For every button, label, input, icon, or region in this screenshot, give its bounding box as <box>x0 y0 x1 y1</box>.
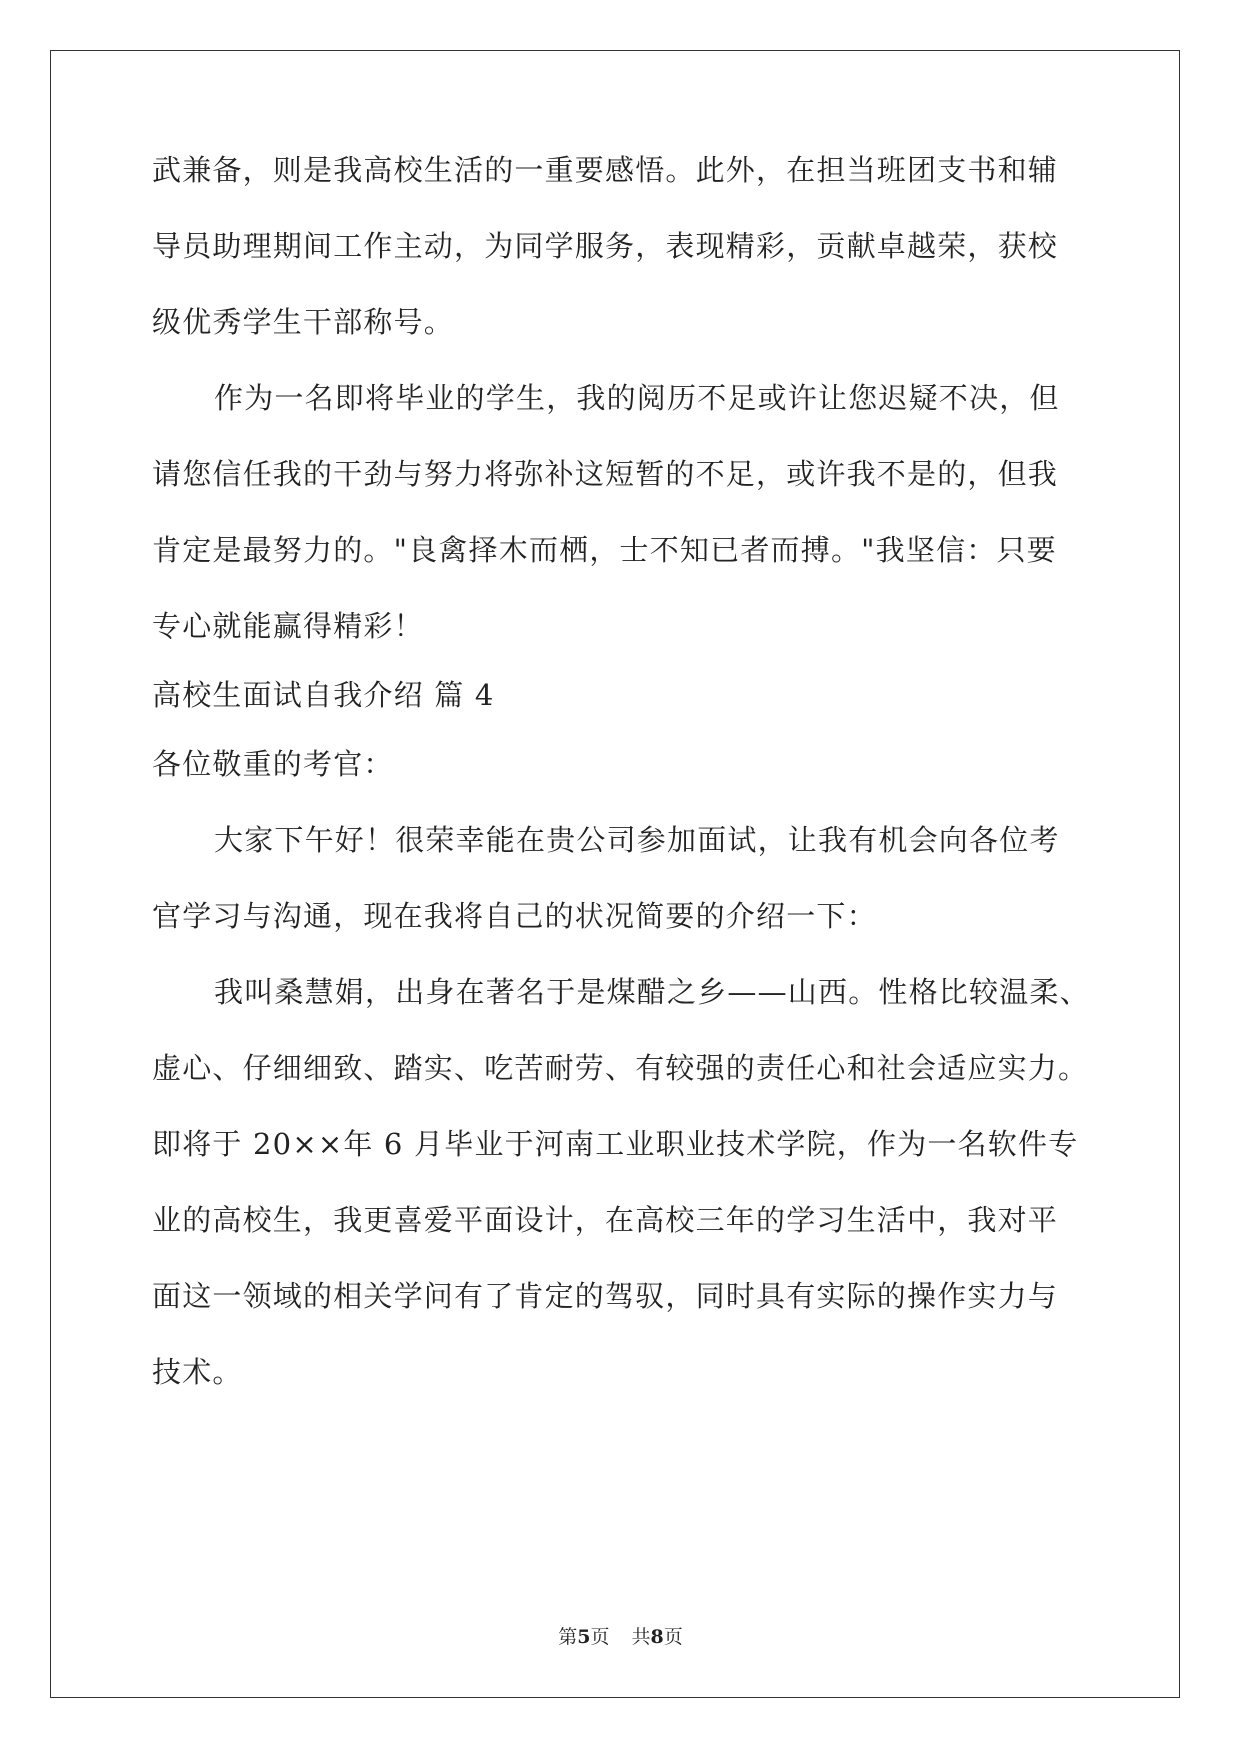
paragraph-line: 即将于 20××年 6 月毕业于河南工业职业技术学院，作为一名软件专 <box>152 1127 1079 1161</box>
page-unit: 页 <box>590 1626 610 1648</box>
total-unit: 页 <box>663 1626 683 1648</box>
paragraph-line: 请您信任我的干劲与努力将弥补这短暂的不足，或许我不是的，但我 <box>152 457 1059 491</box>
paragraph-line: 虚心、仔细细致、踏实、吃苦耐劳、有较强的责任心和社会适应实力。 <box>152 1051 1089 1085</box>
paragraph-line: 专心就能赢得精彩！ <box>152 609 424 643</box>
paragraph-line: 导员助理期间工作主动，为同学服务，表现精彩，贡献卓越荣，获校 <box>152 229 1059 263</box>
paragraph-line: 官学习与沟通，现在我将自己的状况简要的介绍一下： <box>152 899 877 933</box>
total-prefix: 共 <box>631 1626 651 1648</box>
page-footer <box>0 1622 1241 1649</box>
page-border <box>50 50 1180 1698</box>
paragraph-line: 面这一领域的相关学问有了肯定的驾驭，同时具有实际的操作实力与 <box>152 1279 1059 1313</box>
page-prefix: 第 <box>558 1626 578 1648</box>
current-page-number: 5 <box>577 1626 591 1648</box>
paragraph-line: 肯定是最努力的。"良禽择木而栖，士不知已者而搏。"我坚信：只要 <box>152 533 1057 567</box>
paragraph-line: 武兼备，则是我高校生活的一重要感悟。此外，在担当班团支书和辅 <box>152 153 1059 187</box>
paragraph-line: 业的高校生，我更喜爱平面设计，在高校三年的学习生活中，我对平 <box>152 1203 1059 1237</box>
paragraph-line: 作为一名即将毕业的学生，我的阅历不足或许让您迟疑不决，但 <box>214 381 1060 415</box>
paragraph-line: 级优秀学生干部称号。 <box>152 305 455 339</box>
section-heading: 高校生面试自我介绍 篇 4 <box>152 678 495 712</box>
salutation: 各位敬重的考官： <box>152 747 394 781</box>
paragraph-line: 我叫桑慧娟，出身在著名于是煤醋之乡——山西。性格比较温柔、 <box>214 975 1090 1009</box>
total-page-number: 8 <box>650 1626 664 1648</box>
paragraph-line: 大家下午好！很荣幸能在贵公司参加面试，让我有机会向各位考 <box>214 823 1060 857</box>
paragraph-line: 技术。 <box>152 1355 243 1389</box>
